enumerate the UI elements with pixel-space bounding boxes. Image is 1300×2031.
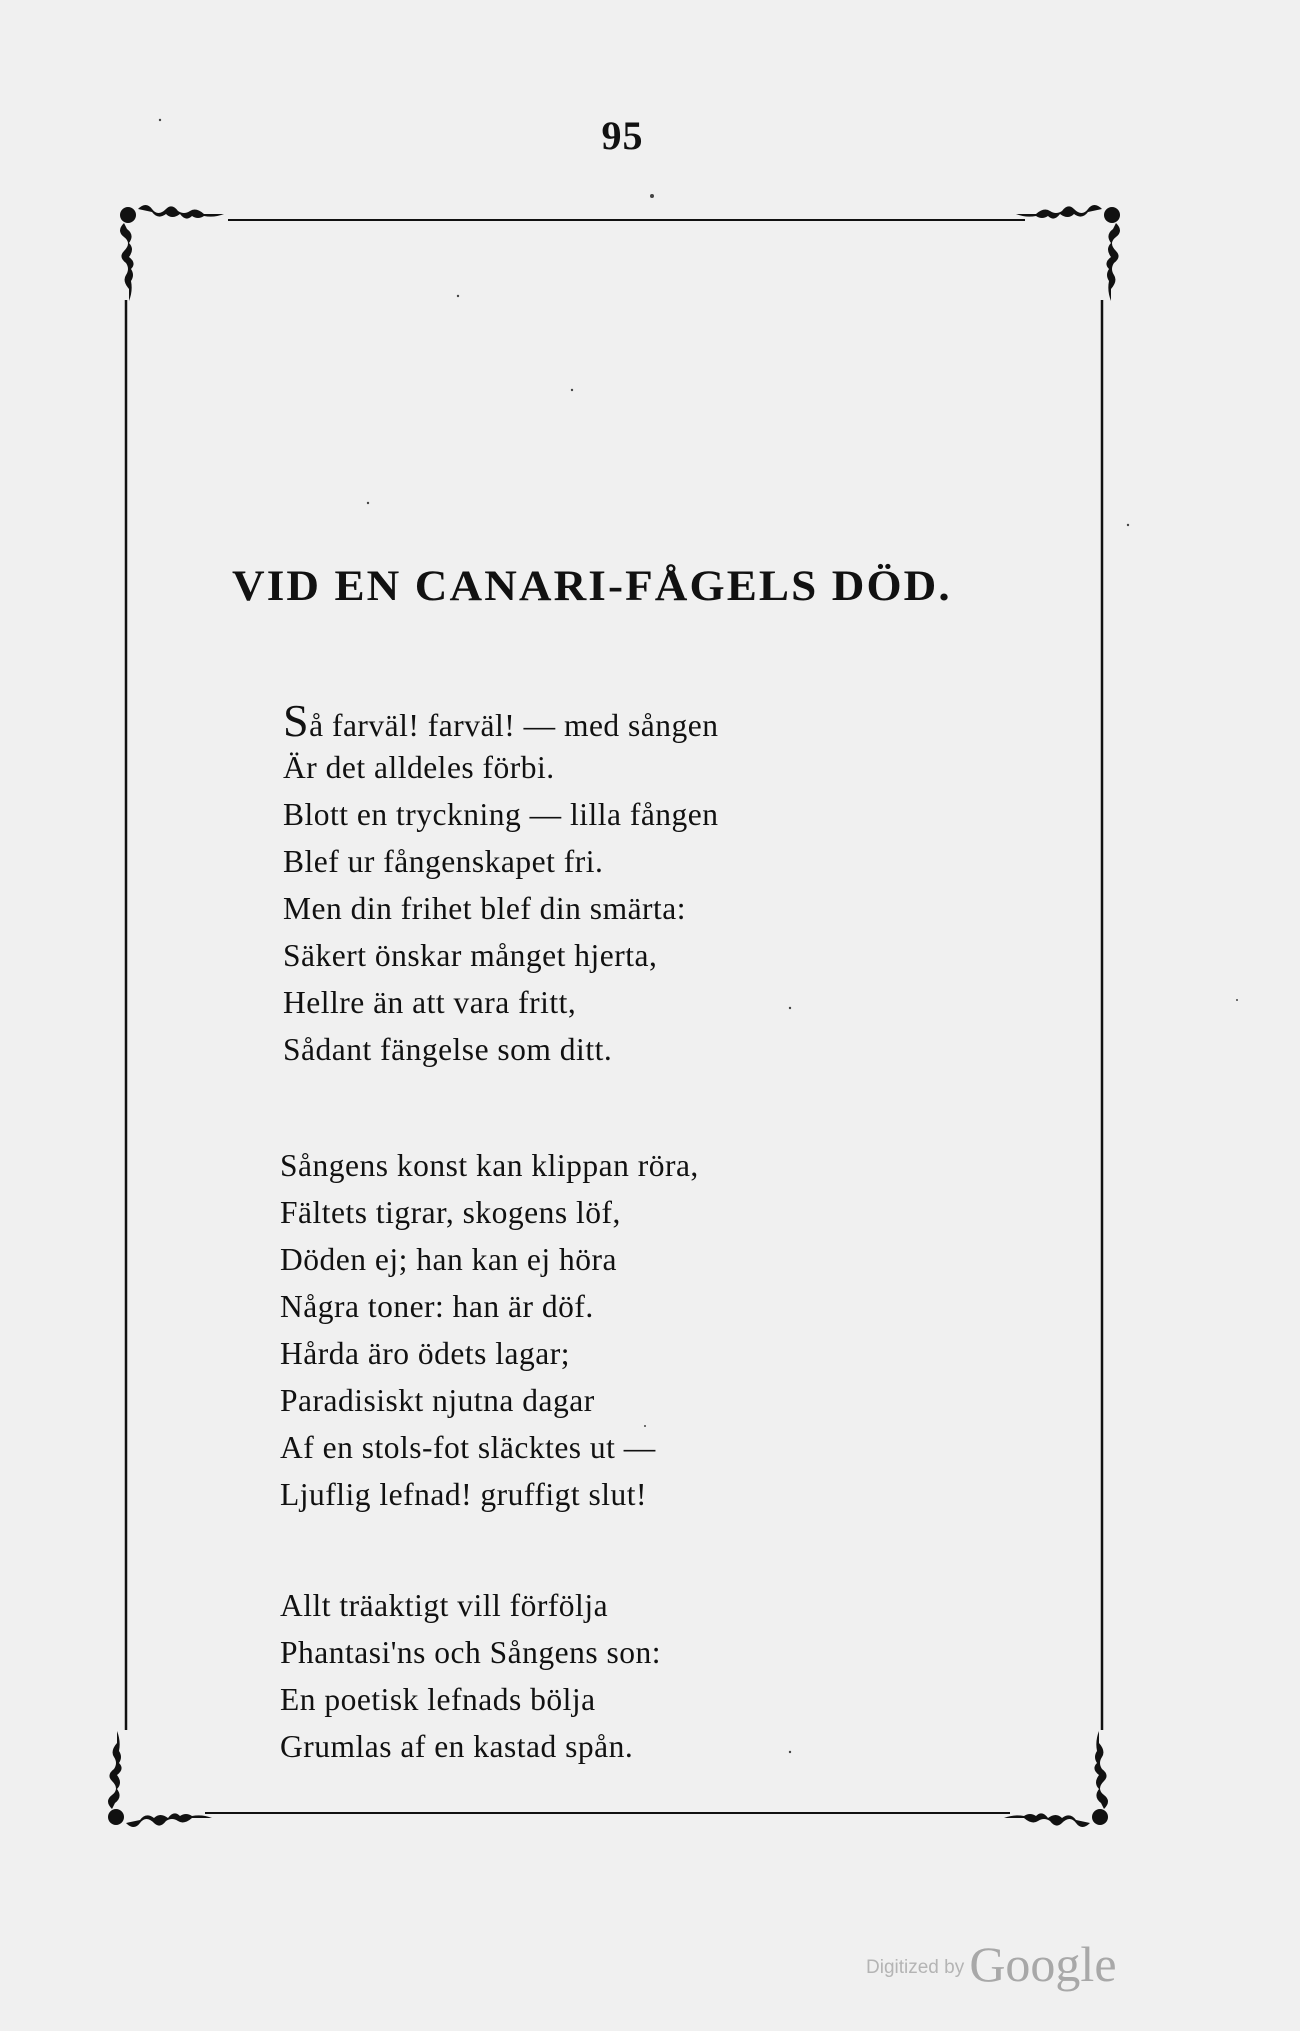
poem-line: Af en stols-fot släcktes ut — xyxy=(280,1430,656,1465)
fleuron-icon xyxy=(120,205,224,301)
fleuron-icon xyxy=(108,1731,212,1827)
poem-line: Är det alldeles förbi. xyxy=(283,750,555,785)
poem-line: Blef ur fångenskapet fri. xyxy=(283,844,604,879)
poem-line xyxy=(283,697,719,744)
poem-line: Ljuflig lefnad! gruffigt slut! xyxy=(280,1477,647,1512)
poem-line: Några toner: han är döf. xyxy=(280,1289,594,1324)
poem-line: Phantasi'ns och Sångens son: xyxy=(280,1635,662,1670)
poem-line: Fältets tigrar, skogens löf, xyxy=(280,1195,621,1230)
stanza-1 xyxy=(283,697,719,1073)
poem-line: En poetisk lefnads bölja xyxy=(280,1682,596,1717)
poem-line: Blott en tryckning — lilla fången xyxy=(283,797,719,832)
poem-line-rest: å farväl! farväl! — med sången xyxy=(309,708,719,743)
stanza-2 xyxy=(280,1142,699,1518)
poem-title: VID EN CANARI-FÅGELS DÖD. xyxy=(232,563,952,610)
poem-line: Men din frihet blef din smärta: xyxy=(283,891,687,926)
page-number: 95 xyxy=(601,113,644,158)
drop-initial: S xyxy=(283,695,310,746)
digitized-watermark xyxy=(866,1935,1117,1993)
stanza-3 xyxy=(280,1582,661,1770)
poem-line: Sångens konst kan klippan röra, xyxy=(280,1148,699,1183)
poem-line: Grumlas af en kastad spån. xyxy=(280,1729,634,1764)
poem-line: Allt träaktigt vill förfölja xyxy=(280,1588,609,1623)
poem-line: Sådant fängelse som ditt. xyxy=(283,1032,613,1067)
poem-line: Döden ej; han kan ej höra xyxy=(280,1242,618,1277)
fleuron-icon xyxy=(1016,205,1120,301)
poem-line: Hårda äro ödets lagar; xyxy=(280,1336,570,1371)
google-logo: Google xyxy=(969,1936,1117,1992)
digitized-label: Digitized by xyxy=(866,1957,965,1978)
fleuron-icon xyxy=(1004,1731,1108,1827)
poem-line: Hellre än att vara fritt, xyxy=(283,985,577,1020)
poem-line: Paradisiskt njutna dagar xyxy=(280,1383,595,1418)
poem-line: Säkert önskar månget hjerta, xyxy=(283,938,658,973)
